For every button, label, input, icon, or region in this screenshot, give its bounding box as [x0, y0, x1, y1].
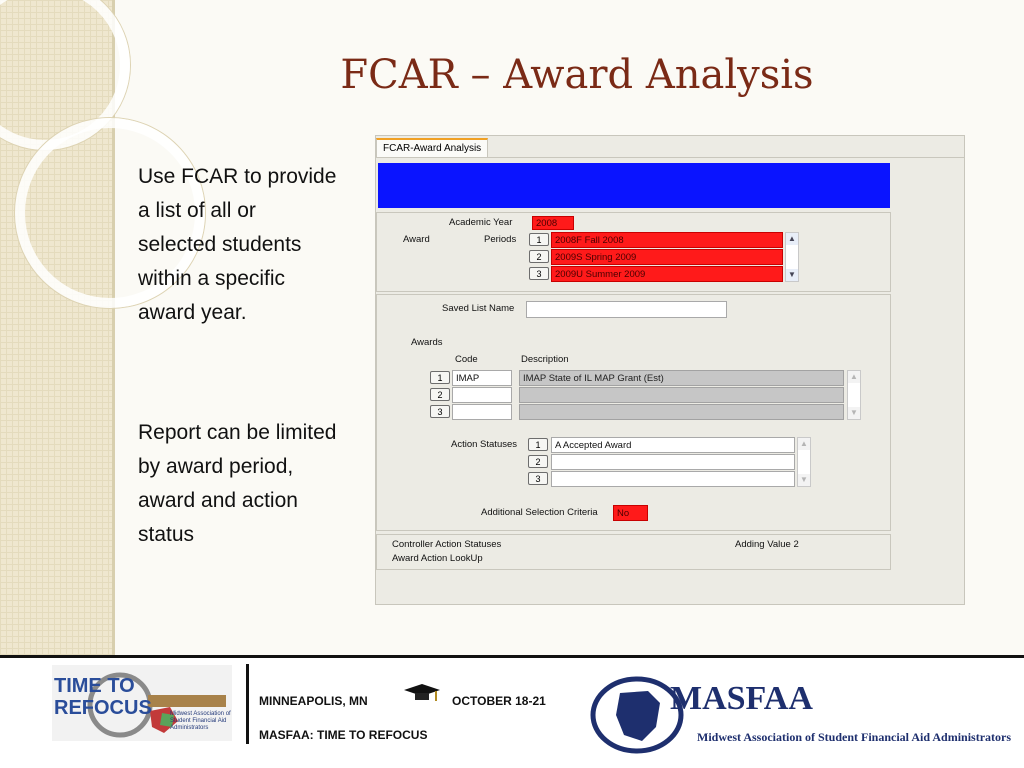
academic-year-field[interactable]: 2008 — [532, 216, 574, 230]
tab-divider — [376, 157, 964, 158]
saved-list-name-label: Saved List Name — [442, 303, 515, 314]
award-row-number[interactable]: 2 — [430, 388, 450, 401]
description-column-header: Description — [521, 354, 569, 365]
period-row-number[interactable]: 3 — [529, 267, 549, 280]
masfaa-full-name: Midwest Association of Student Financial Aid Administrators — [697, 730, 1012, 744]
additional-criteria-field[interactable]: No — [613, 505, 648, 521]
award-code-field[interactable] — [452, 387, 512, 403]
action-status-scrollbar[interactable] — [797, 437, 811, 487]
award-description-field — [519, 387, 844, 403]
scroll-down-icon[interactable]: ▼ — [786, 269, 798, 281]
action-status-field[interactable]: A Accepted Award — [551, 437, 795, 453]
period-panel — [376, 212, 891, 292]
app-window — [375, 135, 965, 605]
award-row-number[interactable]: 1 — [430, 371, 450, 384]
graduation-cap-icon — [402, 682, 442, 706]
period-row-number[interactable]: 1 — [529, 233, 549, 246]
tab-fcar-award-analysis[interactable]: FCAR-Award Analysis — [376, 138, 488, 158]
bullet-text-1: Use FCAR to provide a list of all or selected students within a specific award year. — [138, 165, 337, 324]
scroll-up-icon[interactable]: ▲ — [848, 371, 860, 383]
conference-dates: OCTOBER 18-21 — [452, 694, 546, 708]
action-status-row-number[interactable]: 2 — [528, 455, 548, 468]
action-status-row-number[interactable]: 3 — [528, 472, 548, 485]
status-panel — [376, 534, 891, 570]
controller-action-statuses-label: Controller Action Statuses — [392, 539, 502, 550]
conference-location: MINNEAPOLIS, MN — [259, 694, 368, 708]
periods-label: Periods — [484, 234, 517, 245]
scroll-up-icon[interactable]: ▲ — [786, 233, 798, 245]
saved-list-name-input[interactable] — [526, 301, 727, 318]
additional-criteria-label: Additional Selection Criteria — [481, 507, 598, 518]
award-label: Award — [403, 234, 430, 245]
selection-panel — [376, 294, 891, 531]
award-description-field: IMAP State of IL MAP Grant (Est) — [519, 370, 844, 386]
award-row-number[interactable]: 3 — [430, 405, 450, 418]
award-action-lookup-label: Award Action LookUp — [392, 553, 483, 564]
adding-value-label: Adding Value 2 — [735, 539, 799, 550]
awards-scrollbar[interactable] — [847, 370, 861, 420]
scroll-down-icon[interactable]: ▼ — [848, 407, 860, 419]
period-field[interactable]: 2008F Fall 2008 — [551, 232, 783, 248]
period-field[interactable]: 2009S Spring 2009 — [551, 249, 783, 265]
action-status-field[interactable] — [551, 454, 795, 470]
award-description-field — [519, 404, 844, 420]
awards-label: Awards — [411, 337, 443, 348]
masfaa-name: MASFAA — [670, 680, 813, 717]
action-status-row-number[interactable]: 1 — [528, 438, 548, 451]
header-bar — [378, 163, 890, 208]
academic-year-label: Academic Year — [449, 217, 513, 228]
award-code-field[interactable] — [452, 404, 512, 420]
bullet-text-2: Report can be limited by award period, award and action status — [138, 421, 337, 546]
action-status-field[interactable] — [551, 471, 795, 487]
award-code-field[interactable]: IMAP — [452, 370, 512, 386]
period-field[interactable]: 2009U Summer 2009 — [551, 266, 783, 282]
action-statuses-label: Action Statuses — [451, 439, 518, 450]
conference-theme: MASFAA: TIME TO REFOCUS — [259, 728, 428, 742]
time-to-refocus-logo — [52, 665, 232, 741]
scroll-down-icon[interactable]: ▼ — [798, 474, 810, 486]
scroll-up-icon[interactable]: ▲ — [798, 438, 810, 450]
period-scrollbar[interactable] — [785, 232, 799, 282]
logo-caption: Midwest Association of Student Financial Aid Administrators — [170, 711, 231, 731]
logo-line-1: TIME TO — [54, 675, 135, 697]
footer-vertical-divider — [246, 664, 249, 744]
slide-title: FCAR – Award Analysis — [340, 52, 814, 98]
period-row-number[interactable]: 2 — [529, 250, 549, 263]
code-column-header: Code — [455, 354, 478, 365]
logo-line-2: REFOCUS — [54, 697, 152, 719]
